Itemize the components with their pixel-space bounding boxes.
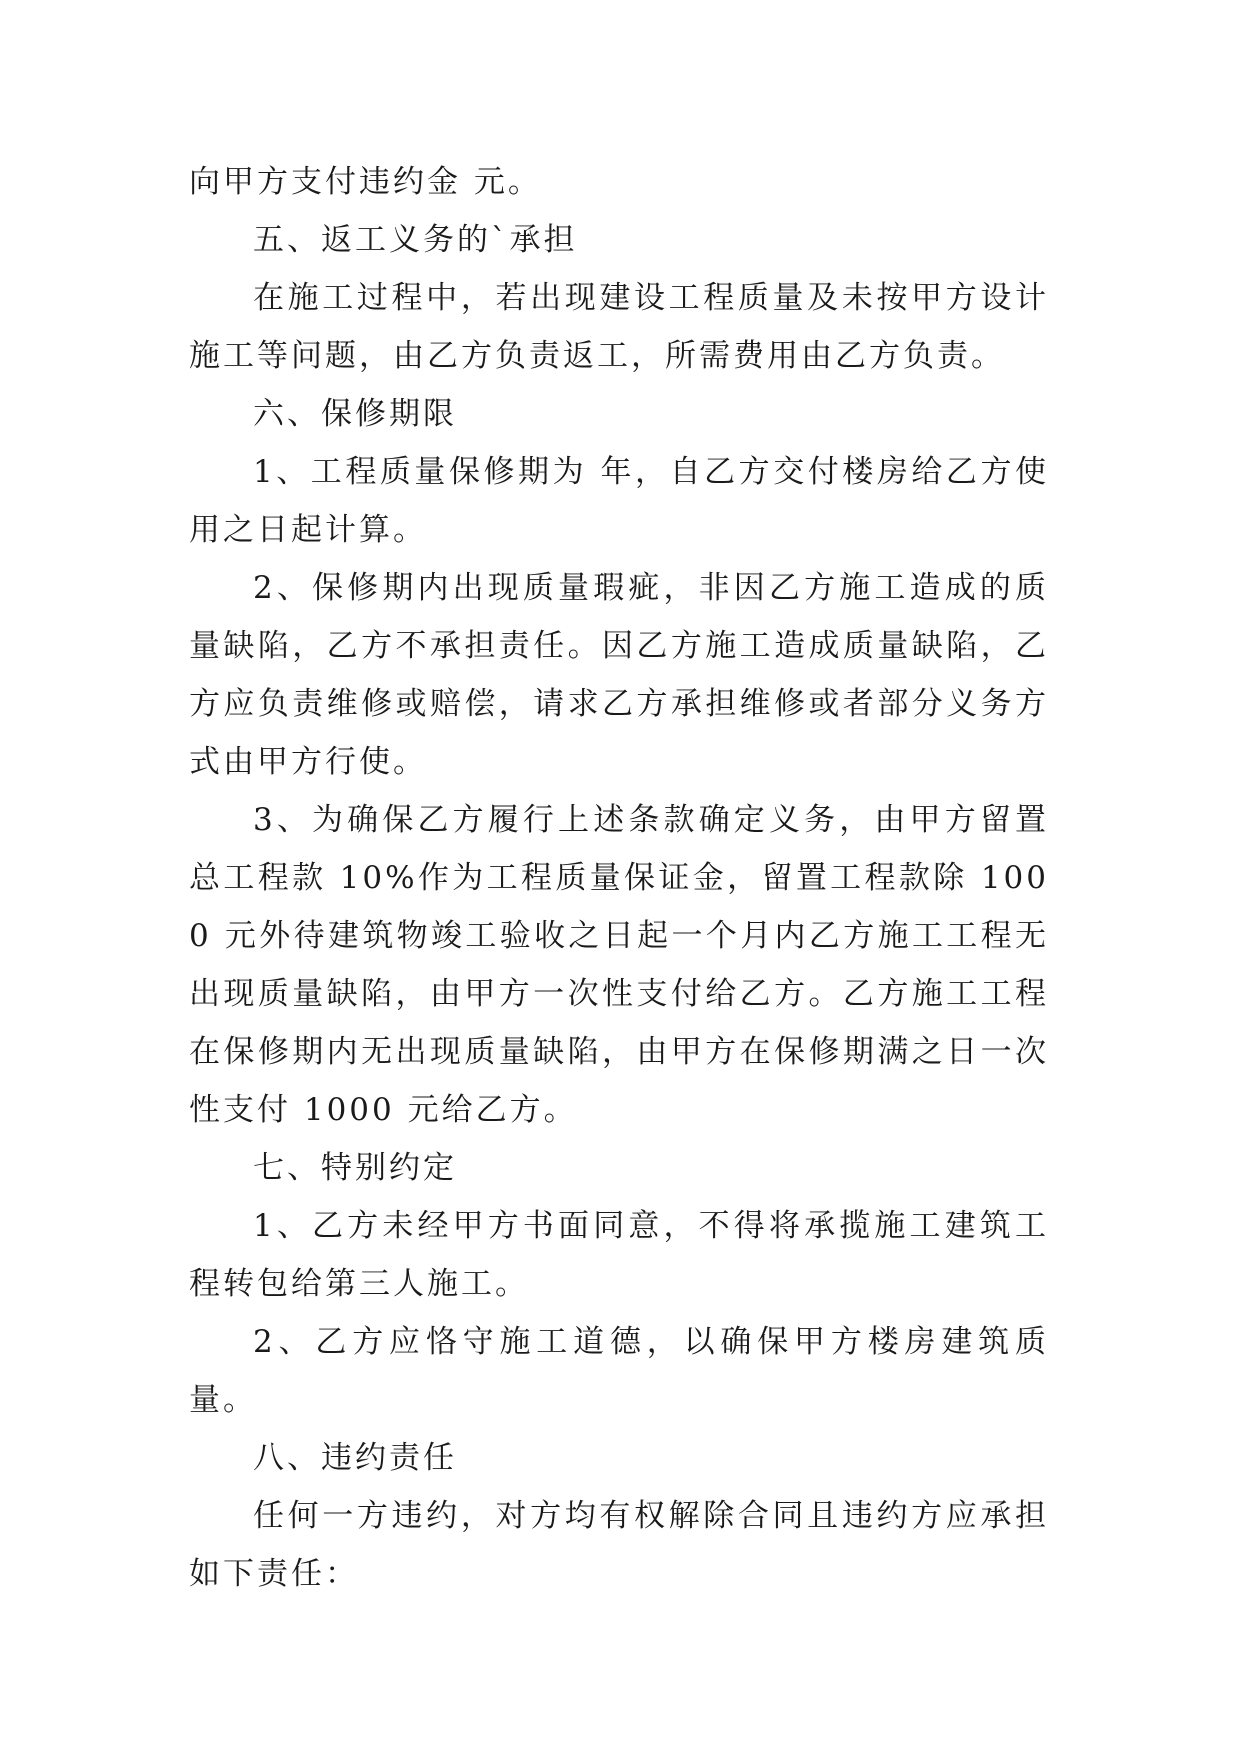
section-heading-special-terms: 七、特别约定 (253, 1150, 457, 1186)
paragraph-breach-terms: 任何一方违约，对方均有权解除合同且违约方应承担如下责任： (189, 1498, 1049, 1592)
paragraph-warranty-period: 1、工程质量保修期为 年，自乙方交付楼房给乙方使用之日起计算。 (189, 454, 1049, 548)
section-heading-rework: 五、返工义务的`承担 (253, 222, 578, 258)
document-body (189, 153, 1049, 1603)
paragraph-quality-defects: 2、保修期内出现质量瑕疵，非因乙方施工造成的质量缺陷，乙方不承担责任。因乙方施工造成质量缺陷，乙方应负责维修或赔偿，请求乙方承担维修或者部分义务方式由甲方行使。 (189, 570, 1049, 780)
paragraph-construction-ethics: 2、乙方应恪守施工道德，以确保甲方楼房建筑质量。 (189, 1324, 1049, 1418)
paragraph-no-subcontracting: 1、乙方未经甲方书面同意，不得将承揽施工建筑工程转包给第三人施工。 (189, 1208, 1049, 1302)
section-heading-warranty: 六、保修期限 (253, 396, 457, 432)
paragraph-quality-deposit: 3、为确保乙方履行上述条款确定义务，由甲方留置总工程款 10%作为工程质量保证金，留置工程款除 1000 元外待建筑物竣工验收之日起一个月内乙方施工工程无出现质量缺陷，由甲方一次性支付给乙方。乙方施工工程在保修期内无出现质量缺陷，由甲方在保修期满之日一次性支付 1000 元给乙方。 (189, 802, 1049, 1128)
paragraph-rework-duty: 在施工过程中，若出现建设工程质量及未按甲方设计施工等问题，由乙方负责返工，所需费用由乙方负责。 (189, 280, 1049, 374)
paragraph-penalty-continuation: 向甲方支付违约金 元。 (189, 164, 542, 200)
section-heading-liability: 八、违约责任 (253, 1440, 457, 1476)
